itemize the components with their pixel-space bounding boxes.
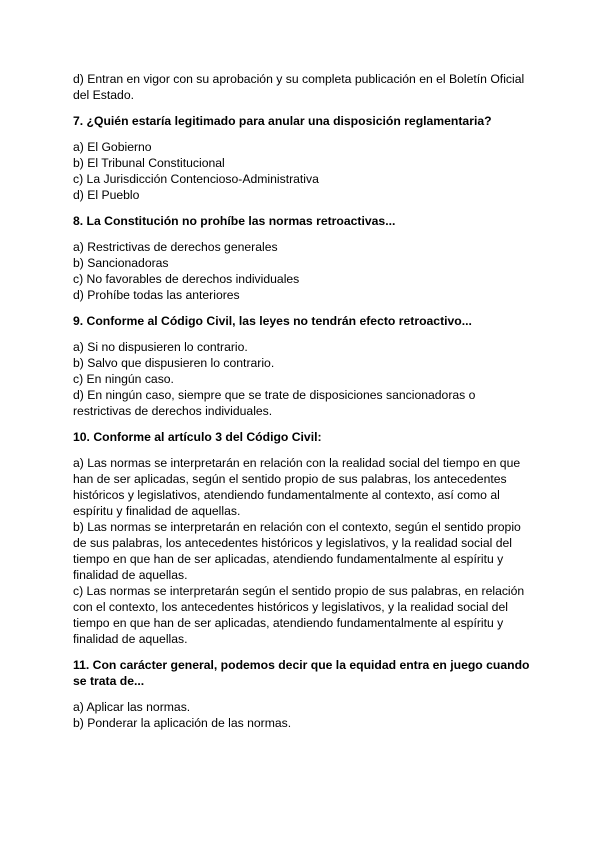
question-7-title: 7. ¿Quién estaría legitimado para anular una disposición reglamentaria?	[73, 114, 492, 128]
question-10-option-b: b) Las normas se interpretarán en relación con el contexto, según el sentido propio de sus palabras, los antecedentes históricos y legislativos, y la realidad social del tiempo en que han de ser aplicadas, atendiendo fundamentalmente al espíritu y finalidad de aquellas.	[73, 520, 521, 582]
question-9-title: 9. Conforme al Código Civil, las leyes no tendrán efecto retroactivo...	[73, 314, 472, 328]
question-10-option-a: a) Las normas se interpretarán en relación con la realidad social del tiempo en que han de ser aplicadas, según el sentido propio de sus palabras, los antecedentes históricos y legislativos, atendiendo fundamentalmente al contexto, así como al espíritu y finalidad de aquellas.	[73, 456, 521, 518]
question-7-option-d: d) El Pueblo	[73, 188, 140, 202]
question-11-option-a: a) Aplicar las normas.	[73, 700, 191, 714]
question-8-option-c: c) No favorables de derechos individuales	[73, 272, 300, 286]
question-9-option-d: d) En ningún caso, siempre que se trate de disposiciones sancionadoras o restrictivas de derechos individuales.	[73, 388, 476, 418]
question-10-title: 10. Conforme al artículo 3 del Código Civil:	[73, 430, 322, 444]
question-9-option-a: a) Si no dispusieren lo contrario.	[73, 340, 248, 354]
question-7-option-c: c) La Jurisdicción Contencioso-Administrativa	[73, 172, 319, 186]
question-11-option-b: b) Ponderar la aplicación de las normas.	[73, 716, 292, 730]
question-7-option-b: b) El Tribunal Constitucional	[73, 156, 225, 170]
question-7-option-a: a) El Gobierno	[73, 140, 152, 154]
question-8-option-b: b) Sancionadoras	[73, 256, 169, 270]
question-9-option-b: b) Salvo que dispusieren lo contrario.	[73, 356, 275, 370]
document-page	[73, 71, 533, 731]
question-8-title: 8. La Constitución no prohíbe las normas retroactivas...	[73, 214, 396, 228]
question-11-title: 11. Con carácter general, podemos decir que la equidad entra en juego cuando se trata de...	[73, 658, 530, 688]
question-8-option-d: d) Prohíbe todas las anteriores	[73, 288, 240, 302]
question-9-option-c: c) En ningún caso.	[73, 372, 174, 386]
lead-answer-text: d) Entran en vigor con su aprobación y su completa publicación en el Boletín Oficial del Estado.	[73, 72, 525, 102]
question-8-option-a: a) Restrictivas de derechos generales	[73, 240, 278, 254]
question-10-option-c: c) Las normas se interpretarán según el sentido propio de sus palabras, en relación con el contexto, los antecedentes históricos y legislativos, y la realidad social del tiempo en que han de ser aplicadas, atendiendo fundamentalmente al espíritu y finalidad de aquellas.	[73, 584, 525, 646]
